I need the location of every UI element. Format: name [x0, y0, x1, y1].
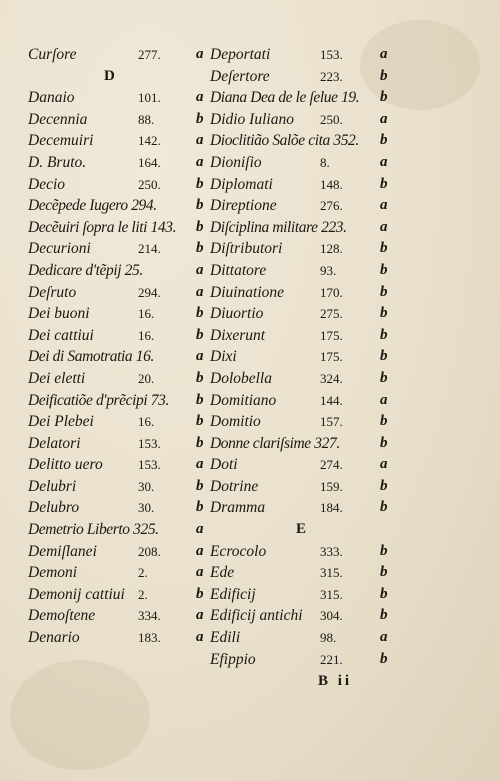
entry-page-number: 30.	[138, 478, 155, 494]
index-entry	[28, 152, 218, 174]
index-entry	[28, 454, 218, 476]
entry-side-marker: b	[380, 369, 388, 386]
entry-side-marker: a	[196, 521, 204, 538]
entry-page-number: 16.	[138, 327, 155, 343]
entry-page-number: 153.	[320, 47, 343, 62]
entry-page-number: 274.	[320, 457, 343, 473]
entry-term: Efippio	[210, 650, 256, 668]
entry-term: Decemuiri	[28, 132, 94, 150]
entry-page-number: 214.	[138, 241, 161, 257]
entry-page-number: 142.	[138, 133, 161, 149]
entry-page-number: 223.	[320, 68, 343, 84]
entry-page-number: 148.	[320, 176, 343, 192]
entry-term: Dei Plebei	[28, 413, 94, 431]
entry-page-number: 250.	[138, 176, 161, 192]
entry-term: Domitio	[210, 413, 261, 431]
entry-page-number: 93.	[320, 262, 337, 278]
index-entry	[210, 605, 395, 627]
entry-page-number: 2.	[138, 586, 148, 602]
entry-term: Diplomati	[210, 175, 273, 193]
index-entry	[210, 649, 395, 671]
index-entry	[210, 497, 395, 519]
entry-side-marker: a	[196, 564, 204, 581]
entry-term: Delitto uero	[28, 456, 103, 474]
entry-page-number: 144.	[320, 392, 343, 408]
index-entry	[210, 130, 395, 152]
index-entry	[210, 282, 395, 304]
entry-page-number: 250.	[320, 111, 343, 127]
entry-side-marker: b	[380, 413, 388, 430]
index-entry	[210, 627, 395, 649]
entry-term: Dramma	[210, 499, 266, 517]
entry-side-marker: a	[380, 153, 388, 170]
index-entry	[210, 152, 395, 174]
entry-side-marker: b	[196, 434, 204, 451]
page-stain	[10, 660, 150, 770]
index-entry	[210, 217, 395, 239]
index-entry	[28, 87, 218, 109]
entry-term: Doti	[210, 456, 238, 474]
entry-page-number: 304.	[320, 608, 343, 624]
index-entry	[28, 325, 218, 347]
entry-side-marker: a	[380, 46, 388, 62]
entry-term: Dotrine	[210, 477, 259, 495]
entry-page-number: 294.	[138, 284, 161, 300]
entry-page-number: 315.	[320, 586, 343, 602]
entry-term: Deportati	[210, 46, 271, 63]
entry-side-marker: a	[196, 261, 204, 278]
entry-side-marker: b	[380, 132, 388, 149]
index-entry	[210, 541, 395, 563]
entry-page-number: 175.	[320, 349, 343, 365]
index-entry	[210, 390, 395, 412]
index-entry	[28, 303, 218, 325]
entry-term: Delubro	[28, 499, 80, 517]
entry-side-marker: b	[196, 477, 204, 494]
entry-page-number: 16.	[138, 414, 155, 430]
entry-side-marker: a	[196, 542, 204, 559]
entry-term: Dixi	[210, 348, 237, 366]
index-entry	[210, 238, 395, 260]
entry-term: Edificij antichi	[210, 607, 303, 625]
index-entry	[210, 584, 395, 606]
entry-page-number: 20.	[138, 370, 155, 386]
index-section-letter	[28, 66, 218, 88]
entry-term: Dei eletti	[28, 369, 86, 387]
index-entry	[210, 66, 395, 88]
entry-side-marker: b	[196, 499, 204, 516]
entry-term: Ede	[210, 564, 235, 582]
index-entry	[210, 411, 395, 433]
entry-page-number: 333.	[320, 543, 343, 559]
entry-term: Decẽuiri ſopra le liti 143.	[28, 218, 177, 236]
index-entry	[28, 195, 218, 217]
entry-term: Demoſtene	[28, 607, 96, 625]
entry-term: Danaio	[28, 89, 75, 107]
entry-page-number: 128.	[320, 241, 343, 257]
entry-term: Edificij	[210, 585, 256, 603]
entry-side-marker: a	[196, 348, 204, 365]
entry-side-marker: b	[380, 283, 388, 300]
index-entry	[28, 519, 218, 541]
index-entry	[210, 303, 395, 325]
entry-side-marker: b	[196, 585, 204, 602]
entry-term: D. Bruto.	[28, 153, 87, 171]
index-entry	[28, 390, 218, 412]
index-entry	[28, 130, 218, 152]
index-entry	[210, 109, 395, 131]
entry-term: Demiſlanei	[28, 542, 97, 560]
entry-side-marker: a	[380, 218, 388, 235]
entry-side-marker: b	[196, 197, 204, 214]
entry-side-marker: a	[380, 629, 388, 646]
index-entry	[28, 44, 218, 66]
index-entry	[28, 368, 218, 390]
index-entry	[28, 238, 218, 260]
entry-term: Edili	[210, 629, 241, 647]
entry-term: Dioclitião Salõe cita 352.	[210, 132, 359, 150]
entry-page-number: 8.	[320, 154, 330, 170]
entry-term: Domitiano	[210, 391, 277, 409]
entry-side-marker: a	[196, 283, 204, 300]
entry-page-number: 315.	[320, 565, 343, 581]
index-entry	[210, 476, 395, 498]
entry-term: Deſruto	[28, 283, 77, 301]
entry-term: Decẽpede Iugero 294.	[28, 197, 157, 215]
entry-side-marker: b	[380, 175, 388, 192]
entry-page-number: 30.	[138, 500, 155, 516]
index-entry	[28, 433, 218, 455]
entry-term: Dei buoni	[28, 305, 90, 323]
index-entry	[28, 541, 218, 563]
entry-side-marker: b	[380, 305, 388, 322]
entry-side-marker: a	[196, 46, 204, 62]
entry-side-marker: a	[380, 197, 388, 214]
section-letter: D	[104, 67, 115, 84]
entry-side-marker: b	[196, 240, 204, 257]
entry-page-number: 184.	[320, 500, 343, 516]
entry-term: Delatori	[28, 434, 81, 452]
page-signature: B ii	[318, 673, 353, 689]
entry-side-marker: b	[196, 110, 204, 127]
entry-page-number: 175.	[320, 327, 343, 343]
entry-side-marker: a	[196, 153, 204, 170]
entry-page-number: 159.	[320, 478, 343, 494]
entry-side-marker: b	[196, 305, 204, 322]
entry-side-marker: b	[196, 218, 204, 235]
entry-side-marker: b	[380, 542, 388, 559]
entry-term: Curſore	[28, 46, 77, 63]
index-entry	[210, 562, 395, 584]
entry-side-marker: b	[380, 650, 388, 667]
index-entry	[28, 260, 218, 282]
index-entry	[210, 454, 395, 476]
entry-page-number: 157.	[320, 414, 343, 430]
entry-side-marker: b	[380, 67, 388, 84]
index-entry	[28, 217, 218, 239]
index-entry	[210, 368, 395, 390]
entry-term: Dei di Samotratia 16.	[28, 348, 154, 366]
entry-term: Decurioni	[28, 240, 91, 258]
index-entry	[28, 627, 218, 649]
index-entry	[210, 346, 395, 368]
entry-term: Diuinatione	[210, 283, 285, 301]
entry-page-number: 208.	[138, 543, 161, 559]
entry-term: Dixerunt	[210, 326, 266, 344]
entry-term: Diſtributori	[210, 240, 283, 258]
entry-side-marker: a	[196, 629, 204, 646]
entry-page-number: 276.	[320, 198, 343, 214]
entry-term: Demonij cattiui	[28, 585, 125, 603]
entry-side-marker: b	[380, 348, 388, 365]
entry-page-number: 170.	[320, 284, 343, 300]
entry-side-marker: b	[380, 326, 388, 343]
entry-page-number: 2.	[138, 565, 148, 581]
entry-side-marker: b	[380, 89, 388, 106]
index-entry	[28, 109, 218, 131]
index-column-right	[210, 44, 395, 670]
entry-side-marker: b	[380, 499, 388, 516]
entry-term: Dittatore	[210, 261, 267, 279]
entry-page-number: 101.	[138, 90, 161, 106]
index-entry	[28, 346, 218, 368]
section-letter: E	[296, 521, 307, 538]
entry-page-number: 221.	[320, 651, 343, 667]
entry-term: Didio Iuliano	[210, 110, 294, 128]
index-entry	[28, 605, 218, 627]
entry-term: Decio	[28, 175, 66, 193]
entry-term: Demetrio Liberto 325.	[28, 521, 159, 539]
entry-side-marker: b	[196, 369, 204, 386]
entry-term: Denario	[28, 629, 80, 647]
entry-term: Donne clariſsime 327.	[210, 434, 340, 452]
index-entry	[210, 174, 395, 196]
index-entry	[210, 44, 395, 66]
entry-side-marker: b	[380, 607, 388, 624]
entry-side-marker: a	[380, 110, 388, 127]
entry-side-marker: a	[196, 132, 204, 149]
entry-page-number: 183.	[138, 630, 161, 646]
entry-page-number: 324.	[320, 370, 343, 386]
entry-term: Delubri	[28, 477, 77, 495]
entry-term: Ecrocolo	[210, 542, 267, 560]
entry-page-number: 164.	[138, 154, 161, 170]
index-entry	[210, 87, 395, 109]
entry-page-number: 275.	[320, 306, 343, 322]
entry-side-marker: b	[196, 326, 204, 343]
index-entry	[210, 260, 395, 282]
entry-term: Demoni	[28, 564, 78, 582]
index-entry	[28, 497, 218, 519]
entry-page-number: 153.	[138, 457, 161, 473]
entry-term: Deſertore	[210, 67, 270, 85]
index-entry	[28, 411, 218, 433]
entry-term: Decennia	[28, 110, 88, 128]
entry-side-marker: b	[380, 261, 388, 278]
index-section-letter	[210, 519, 395, 541]
entry-term: Diana Dea de le ſelue 19.	[210, 89, 360, 107]
entry-term: Deificatiõe d'prẽcipi 73.	[28, 391, 169, 409]
entry-term: Diuortio	[210, 305, 264, 323]
entry-page-number: 88.	[138, 111, 155, 127]
entry-page-number: 16.	[138, 306, 155, 322]
entry-page-number: 98.	[320, 630, 337, 646]
entry-side-marker: a	[196, 456, 204, 473]
entry-term: Dedicare d'tẽpij 25.	[28, 261, 143, 279]
index-entry	[210, 195, 395, 217]
entry-term: Dei cattiui	[28, 326, 94, 344]
entry-side-marker: b	[380, 564, 388, 581]
entry-page-number: 153.	[138, 435, 161, 451]
index-entry	[28, 476, 218, 498]
entry-term: Dolobella	[210, 369, 272, 387]
entry-page-number: 277.	[138, 47, 161, 62]
index-entry	[210, 433, 395, 455]
entry-term: Direptione	[210, 197, 277, 215]
entry-side-marker: b	[196, 413, 204, 430]
entry-term: Diſciplina militare 223.	[210, 218, 347, 236]
index-entry	[210, 325, 395, 347]
entry-side-marker: b	[196, 175, 204, 192]
entry-side-marker: b	[380, 477, 388, 494]
entry-term: Dioniſio	[210, 153, 262, 171]
entry-side-marker: b	[380, 585, 388, 602]
entry-side-marker: a	[196, 89, 204, 106]
entry-side-marker: a	[196, 607, 204, 624]
entry-side-marker: a	[380, 391, 388, 408]
entry-page-number: 334.	[138, 608, 161, 624]
index-entry	[28, 174, 218, 196]
entry-side-marker: a	[380, 456, 388, 473]
entry-side-marker: b	[196, 391, 204, 408]
entry-side-marker: b	[380, 434, 388, 451]
entry-side-marker: b	[380, 240, 388, 257]
index-column-left	[28, 44, 218, 649]
index-entry	[28, 562, 218, 584]
index-entry	[28, 584, 218, 606]
index-entry	[28, 282, 218, 304]
